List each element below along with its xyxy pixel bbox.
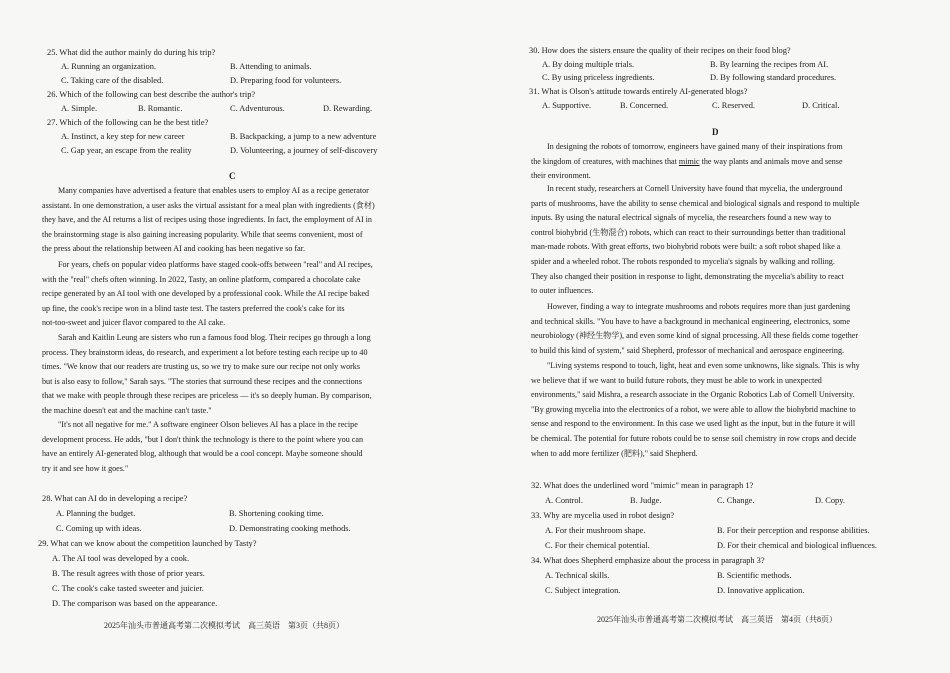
q28-option-c: C. Coming up with ideas. [56, 524, 142, 533]
text-line: assistant. In one demonstration, a user asks the virtual assistant for a meal plan with ingredients (食材) [42, 200, 375, 210]
q31-stem: 31. What is Olson's attitude towards entirely AI-generated blogs? [529, 87, 748, 96]
page-footer: 2025年汕头市普通高考第二次模拟考试 高三英语 第4页（共8页） [597, 615, 837, 624]
text-line: the machine doesn't eat and the machine can't taste." [42, 405, 212, 415]
text-line: In recent study, researchers at Cornell University have found that mycelia, the underground [547, 184, 843, 193]
q32-option-b: B. Judge. [630, 496, 662, 505]
text-line: have an entirely AI-generated blog, although that would be a cool concept. Maybe someone should [42, 449, 363, 459]
text-line: inputs. By using the natural electrical signals of mycelia, the researchers found a new way to [531, 213, 832, 223]
q26-stem: 26. Which of the following can best describe the author's trip? [47, 90, 256, 99]
q34-option-a: A. Technical skills. [545, 571, 610, 580]
text-line: recipe generated by an AI tool with one developed by a professional cook. While the AI recipe baked [42, 289, 370, 299]
text-line: parts of mushrooms, have the ability to sense chemical and biological signals and respond to multiple [531, 198, 860, 208]
text-line: For years, chefs on popular video platforms have staged cook-offs between "real" and AI recipes, [58, 260, 373, 269]
q31-option-b: B. Concerned. [620, 101, 669, 110]
q29-option-b: B. The result agrees with those of prior years. [52, 569, 205, 578]
text-line: we believe that if we want to build future robots, they must be able to work in unexpected [531, 375, 822, 385]
q27-option-a: A. Instinct, a key step for new career [61, 132, 185, 141]
text-line: try it and see how it goes." [42, 463, 129, 473]
text-line: control biohybrid (生物混合) robots, which can react to their surroundings better than traditional [531, 227, 846, 237]
q31-option-a: A. Supportive. [542, 101, 592, 110]
q25-stem: 25. What did the author mainly do during his trip? [47, 48, 216, 57]
text-line: the press about the relationship between AI and cooking has been negative so far. [42, 244, 305, 254]
q32-stem: 32. What does the underlined word "mimic" mean in paragraph 1? [531, 481, 754, 490]
q31-option-d: D. Critical. [802, 101, 840, 110]
text-line: development process. He adds, "but I don't think the technology is there to the point where you can [42, 434, 364, 444]
section-d-heading: D [712, 127, 719, 137]
exam-page-right [475, 0, 950, 673]
page-footer: 2025年汕头市普通高考第二次模拟考试 高三英语 第3页（共8页） [104, 621, 344, 630]
text-line: neurobiology (神经生物学), and even some kind of signal processing. All these fields come together [531, 331, 859, 341]
text-line: when to add more fertilizer (肥料)," said Shepherd. [531, 448, 698, 458]
passage-d-paragraph-4 [531, 359, 909, 461]
text-line: the brainstorming stage is also gaining increasing popularity. While that seems convenient, most of [42, 229, 363, 239]
q30-stem: 30. How does the sisters ensure the quality of their recipes on their food blog? [529, 46, 791, 55]
q27-option-d: D. Volunteering, a journey of self-discovery [230, 146, 378, 155]
underlined-word-mimic: mimic [678, 156, 700, 166]
q30-option-a: A. By doing multiple trials. [542, 60, 635, 69]
text-line: environments," said Mishra, a research associate in the Organic Robotics Lab of Cornell University. [531, 390, 855, 400]
text-line: they have, and the AI returns a list of recipes using those ingredients. In fact, the employment of AI in [42, 215, 372, 225]
text-line: spider and a wheeled robot. The robots responded to mycelia's signals by walking and rolling. [531, 256, 835, 266]
q33-option-c: C. For their chemical potential. [545, 541, 650, 550]
q25-option-c: C. Taking care of the disabled. [61, 76, 164, 85]
q30-option-b: B. By learning the recipes from AI. [710, 60, 829, 69]
text-line: process. They brainstorm ideas, do research, and experiment a lot before testing each recipe up to 40 [42, 347, 368, 357]
text-line: up fine, the cook's recipe won in a blind taste test. The tasters preferred the cook's cake for its [42, 303, 345, 313]
passage-d-paragraph-2 [531, 182, 909, 299]
q29-option-d: D. The comparison was based on the appearance. [52, 599, 218, 608]
text-line: to build this kind of system," said Shepherd, professor of mechanical and aerospace engineering. [531, 345, 845, 355]
passage-c-paragraph-2 [42, 258, 422, 331]
q33-stem: 33. Why are mycelia used in robot design? [531, 511, 675, 520]
text-line: be chemical. The potential for future robots could be to sense soil chemistry in row crops and decide [531, 433, 857, 443]
text-line: sense and respond to the environment. In this case we used light as the input, but in the future it will [531, 419, 856, 429]
q34-option-d: D. Innovative application. [717, 586, 805, 595]
text-line: "It's not all negative for me." A software engineer Olson believes AI has a place in the recipe [58, 420, 358, 429]
q34-option-c: C. Subject integration. [545, 586, 621, 595]
text-line: However, finding a way to integrate mushrooms and robots requires more than just gardening [547, 302, 851, 311]
q32-option-c: C. Change. [717, 496, 755, 505]
text-line: and technical skills. "You have to have a background in mechanical engineering, electronics, some [531, 316, 850, 326]
q33-option-d: D. For their chemical and biological influences. [717, 541, 878, 550]
q28-option-b: B. Shortening cooking time. [229, 509, 324, 518]
text-line: times. "We know that our readers are trusting us, so we try to make sure our recipe not only works [42, 362, 361, 372]
q30-option-d: D. By following standard procedures. [710, 73, 837, 82]
q32-option-a: A. Control. [545, 496, 583, 505]
text-line: not-too-sweet and juicer flavor compared to the AI cake. [42, 318, 226, 328]
text-line: They also changed their position in response to light, demonstrating the mycelia's ability to react [531, 271, 844, 281]
q26-option-c: C. Adventurous. [230, 104, 285, 113]
q25-option-b: B. Attending to animals. [230, 62, 312, 71]
passage-d-paragraph-3 [531, 300, 909, 358]
q33-option-b: B. For their perception and response abilities. [717, 526, 870, 535]
text-line: "By growing mycelia into the electronics of a robot, we were able to allow the biohybrid machine to [531, 404, 856, 414]
q29-option-c: C. The cook's cake tasted sweeter and juicier. [52, 584, 204, 593]
text-line: their environment. [531, 171, 591, 181]
q25-option-d: D. Preparing food for volunteers. [230, 76, 342, 85]
text-line: "Living systems respond to touch, light, heat and even some unknowns, like signals. This is why [547, 361, 860, 370]
q28-stem: 28. What can AI do in developing a recipe? [42, 494, 188, 503]
q26-option-a: A. Simple. [61, 104, 98, 113]
q32-option-d: D. Copy. [815, 496, 845, 505]
q26-option-b: B. Romantic. [138, 104, 183, 113]
q34-stem: 34. What does Shepherd emphasize about the process in paragraph 3? [531, 556, 765, 565]
text-span: the kingdom of creatures, with machines that [531, 156, 679, 166]
q25-option-a: A. Running an organization. [61, 62, 156, 71]
section-c-heading: C [229, 171, 236, 181]
q34-option-b: B. Scientific methods. [717, 571, 792, 580]
q29-stem: 29. What can we know about the competition launched by Tasty? [38, 539, 257, 548]
text-span: the way plants and animals move and sense [699, 156, 843, 166]
q28-option-d: D. Demonstrating cooking methods. [229, 524, 351, 533]
passage-c-paragraph-1 [42, 184, 422, 257]
text-line: to outer influences. [531, 286, 594, 296]
q27-stem: 27. Which of the following can be the best title? [47, 118, 209, 127]
q27-option-b: B. Backpacking, a jump to a new adventure [230, 132, 377, 141]
text-line: Many companies have advertised a feature that enables users to employ AI as a recipe generator [58, 186, 369, 195]
text-line [531, 155, 909, 170]
q28-option-a: A. Planning the budget. [56, 509, 136, 518]
passage-d-paragraph-1 [531, 140, 909, 184]
text-line: but is also easy to follow," Sarah says. "The stories that surround these recipes and the connections [42, 376, 362, 386]
text-line: Sarah and Kaitlin Leung are sisters who run a famous food blog. Their recipes go through a long [58, 333, 371, 342]
text-line: In designing the robots of tomorrow, engineers have gained many of their inspirations from [547, 142, 843, 151]
text-line: that we make with people through these recipes are priceless — it's so deeply human. By comparison, [42, 391, 372, 401]
q31-option-c: C. Reserved. [712, 101, 756, 110]
q26-option-d: D. Rewarding. [323, 104, 373, 113]
passage-c-paragraph-3 [42, 331, 422, 419]
q27-option-c: C. Gap year, an escape from the reality [61, 146, 192, 155]
text-line: man-made robots. With great efforts, two biohybrid robots were built: a soft robot shaped like a [531, 242, 841, 252]
passage-c-paragraph-4 [42, 418, 422, 476]
q33-option-a: A. For their mushroom shape. [545, 526, 646, 535]
text-line: with the "real" chefs often winning. In 2022, Tasty, an online platform, compared a chocolate cake [42, 274, 361, 284]
q29-option-a: A. The AI tool was developed by a cook. [52, 554, 190, 563]
q30-option-c: C. By using priceless ingredients. [542, 73, 655, 82]
